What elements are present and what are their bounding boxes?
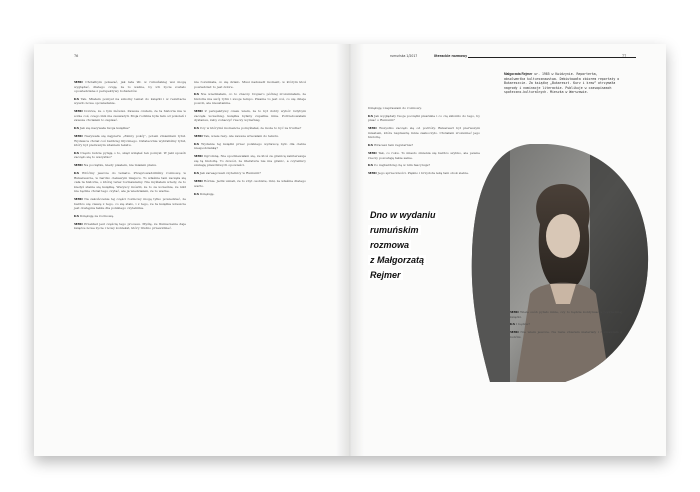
interview-paragraph	[194, 92, 306, 106]
right-page-number: 77	[622, 54, 627, 58]
left-page	[34, 44, 350, 456]
speaker-label: MRD	[368, 126, 377, 131]
interview-paragraph	[74, 197, 186, 211]
interview-paragraph	[194, 109, 306, 123]
interview-paragraph	[74, 134, 186, 148]
author-bio-text: ur. 1985 w Kwidzynie. Reporterka, absolwentka kulturoznawstwa. Debiutowała zbiorem reportaży o Bukareszcie. Za książkę „Bukareszt. Kurz i krew” otrzymała nagrody i nominacje literackie. Publikuje w czasopismach społeczno-kulturalnych. Mieszka w Warszawie.	[504, 72, 620, 95]
speaker-label: MRD	[74, 80, 83, 84]
paragraph-text: Czy w którymś momencie pomyślałaś, że może to być za trudne?	[199, 126, 302, 131]
headline-line: rozmowa	[370, 240, 410, 250]
paragraph-text: Z perspektywy czasu wiem, że to był dobry wybór. Gdybym zaczęła wcześniej, książka byłaby zupełnie inna. Potrzebowałam dystansu, żeby zobaczyć rzeczy wyraźniej.	[194, 109, 306, 123]
speaker-label: KS	[194, 126, 199, 131]
paragraph-text: Wracasz tam regularnie?	[373, 143, 414, 148]
speaker-label: MRD	[194, 154, 203, 159]
paragraph-text: Jak zareagowali czytelnicy w Rumunii?	[199, 171, 261, 176]
speaker-label: MRD	[74, 221, 83, 226]
speaker-label: KS	[194, 92, 199, 97]
running-head-title: literackie rozmowy	[434, 53, 468, 58]
speaker-label: KS	[510, 322, 515, 327]
left-page-column-1	[74, 80, 186, 234]
speaker-label: MRD	[74, 134, 83, 139]
interview-paragraph	[74, 80, 186, 94]
paragraph-text: Wydanie tej książki przez polskiego wydawcę było dla ciebie niespodzianką?	[194, 141, 306, 151]
interview-paragraph	[368, 114, 480, 123]
interview-paragraph	[368, 126, 480, 140]
interview-paragraph	[74, 151, 186, 160]
paragraph-text: Często ludzie pytają o to, skąd wziąłeś ten pomysł. W jaki sposób zaczęło się to wszystko?	[74, 150, 186, 160]
interview-paragraph	[368, 151, 480, 160]
interview-paragraph	[194, 179, 306, 188]
right-page-column-left	[368, 106, 480, 179]
interview-paragraph	[194, 126, 306, 131]
paragraph-text: Ogromną. Nie spodziewałam się, że ktoś za granicą zainteresuje się tą historią. To dowód, że literatura nie ma granic, a czytelnicy szukają prawdziwych opowieści.	[194, 154, 306, 168]
interview-paragraph	[510, 330, 622, 339]
paragraph-text: Dziękuję za rozmowę.	[79, 214, 115, 219]
headline-line: z Małgorzatą	[370, 255, 425, 265]
paragraph-text: Chciałbym pokazać, jak lata 90. w rumuńskiej wsi mogą wyglądać, dlatego czuję, że to ważne, by ich życie zostało opowiedziane z perspektywy bohaterów.	[74, 80, 187, 93]
interview-paragraph	[74, 163, 186, 168]
interview-paragraph	[194, 134, 306, 139]
speaker-label: KS	[368, 163, 373, 168]
paragraph-text: Jak wyglądały twoje początki pisarskie i co cię skłoniło do tego, by pisać o Rumunii?	[368, 113, 480, 123]
paragraph-text: Tak. Miałem pomysł na szkolny temat do książki i w rezultacie wyszło nowe opowiadanie.	[74, 96, 186, 106]
headline-line: rumuńskim	[370, 225, 419, 235]
magazine-spread	[34, 44, 666, 456]
interview-paragraph	[194, 154, 306, 168]
paragraph-text: nie rozumiała, co się działo. Musi nadszedł moment, w którym ktoś powiedział: to jest dobre.	[194, 80, 306, 89]
speaker-label: KS	[74, 150, 79, 155]
left-page-column-2	[194, 80, 306, 199]
paragraph-text: Jak się nazywała twoja książka?	[79, 126, 130, 131]
speaker-label: MRD	[74, 109, 83, 114]
paragraph-text: Co najbardziej cię w nim fascynuje?	[373, 163, 431, 168]
paragraph-text: Na zakończenie tej części rozmowy mogę tylko powiedzieć, że bardzo się cieszę z tego, co się stało, i z tego, że ta książka wreszcie jest dostępna także dla polskiego czytelnika.	[74, 197, 186, 211]
interview-paragraph	[194, 192, 306, 197]
right-page	[350, 44, 666, 456]
interview-paragraph	[74, 97, 186, 106]
speaker-label: MRD	[194, 109, 203, 114]
interview-paragraph	[510, 310, 622, 319]
paragraph-text: Dobrze, że o tym mówisz. Zawsze czułem, że ta historia ma w sobie coś, czego inni nie zauważyli. Moja rodzina była tam od pokoleń i zawsze chciałem to zapisać.	[74, 109, 186, 123]
speaker-label: KS	[74, 96, 79, 101]
paragraph-text: Nazywała się najpierw „Zimny pokój”, potem zmieniłem tytuł. Wydawca chciał coś bardziej lirycznego. Ostatecznie wybraliśmy tytuł, który był pierwszym zdaniem tekstu.	[74, 134, 186, 148]
paragraph-text: Nie wiedziałam, co to znaczy. Dopiero później zrozumiałam, że historia ma swój rytm i swoje tempo. Pisanie to jest coś, co się dzieje powoli, ale nieustannie.	[194, 92, 306, 106]
speaker-label: MRD	[510, 330, 519, 335]
speaker-label: KS	[194, 171, 199, 176]
paragraph-text: Nie wiem jeszcze. Na razie zbieram materiały i rozmawiam z ludźmi.	[510, 330, 622, 339]
interview-headline	[368, 208, 498, 283]
speaker-label: MRD	[194, 134, 203, 139]
author-bio-name: Małgorzata Rejmer	[504, 72, 533, 76]
speaker-label: MRD	[194, 179, 203, 184]
left-page-number: 76	[74, 54, 79, 58]
interview-paragraph	[368, 171, 480, 176]
paragraph-text: Dziękuję i zapraszam do rozmowy.	[368, 106, 422, 110]
speaker-label: MRD	[368, 151, 377, 156]
paragraph-text: I będzie?	[515, 322, 531, 327]
paragraph-text: Jego sprzeczności. Piękno i brzydota leżą tam obok siebie.	[377, 171, 469, 176]
right-page-column-right	[510, 310, 622, 343]
speaker-label: MRD	[368, 171, 377, 176]
interview-paragraph	[74, 222, 186, 231]
speaker-label: KS	[194, 191, 199, 196]
paragraph-text: Przekład jest częścią tego procesu. Myślę, że tłumaczenie daje książce nowe życie i nowy kontekst, który trudno przewidzieć.	[74, 221, 186, 231]
interview-paragraph	[368, 106, 480, 111]
speaker-label: KS	[74, 126, 79, 131]
speaker-label: KS	[368, 113, 373, 118]
headline-line: Dno w wydaniu	[370, 210, 436, 220]
speaker-label: MRD	[510, 310, 519, 314]
interview-paragraph	[510, 322, 622, 327]
interview-paragraph	[368, 163, 480, 168]
interview-paragraph	[194, 171, 306, 176]
speaker-label: MRD	[74, 163, 83, 168]
paragraph-text: Tak, co roku. To miasto zmienia się bardzo szybko, ale pewne rzeczy pozostają takie same.	[368, 151, 480, 160]
running-head-journal: rumuńska 1/2017	[390, 53, 418, 58]
speaker-label: KS	[194, 141, 199, 146]
paragraph-text: Różnie. Jedni uznali, że to zbyt osobiste, inni, że właśnie dlatego warto.	[194, 179, 307, 188]
speaker-label: KS	[74, 214, 79, 219]
headline-line: Rejmer	[370, 270, 401, 280]
interview-paragraph	[74, 171, 186, 194]
speaker-label: KS	[368, 143, 373, 148]
speaker-label: MRD	[74, 197, 83, 202]
author-bio	[504, 72, 620, 95]
paragraph-text: Na początku, kiedy pisałem, nie miałem planu.	[83, 163, 157, 168]
paragraph-text: Wróćmy jeszcze do tematu. Przeprowadziliśmy rozmowę w Bukareszcie, w bardzo ciekawym miejscu. To właśnie tam zaczęła się cała ta historia, o której teraz rozmawiamy. Nie myślałem wtedy, że to kiedyś stanie się książką. Wszyscy mówili, że to za wcześnie, że nikt nie będzie chciał tego czytać, ale ja wiedziałem, że to ważne.	[74, 171, 186, 194]
interview-paragraph	[194, 80, 306, 89]
interview-paragraph	[194, 142, 306, 151]
running-head-rule	[468, 57, 636, 58]
interview-paragraph	[74, 109, 186, 123]
interview-paragraph	[74, 214, 186, 219]
speaker-label: KS	[74, 171, 79, 176]
interview-paragraph	[368, 143, 480, 148]
paragraph-text: Wiele osób pytało mnie, czy to będzie kontynuacja poprzedniej książki.	[510, 310, 622, 319]
paragraph-text: Wszystko zaczęło się od podróży. Bukareszt był pierwszym miastem, które naprawdę mnie zaskoczyło. Chciałam zrozumieć jego historię.	[368, 126, 481, 140]
interview-paragraph	[74, 126, 186, 131]
running-head	[390, 51, 640, 61]
paragraph-text: Dziękuję.	[199, 191, 215, 196]
paragraph-text: Tak, wiele razy. Ale zawsze wracałam do tekstu.	[203, 134, 279, 139]
